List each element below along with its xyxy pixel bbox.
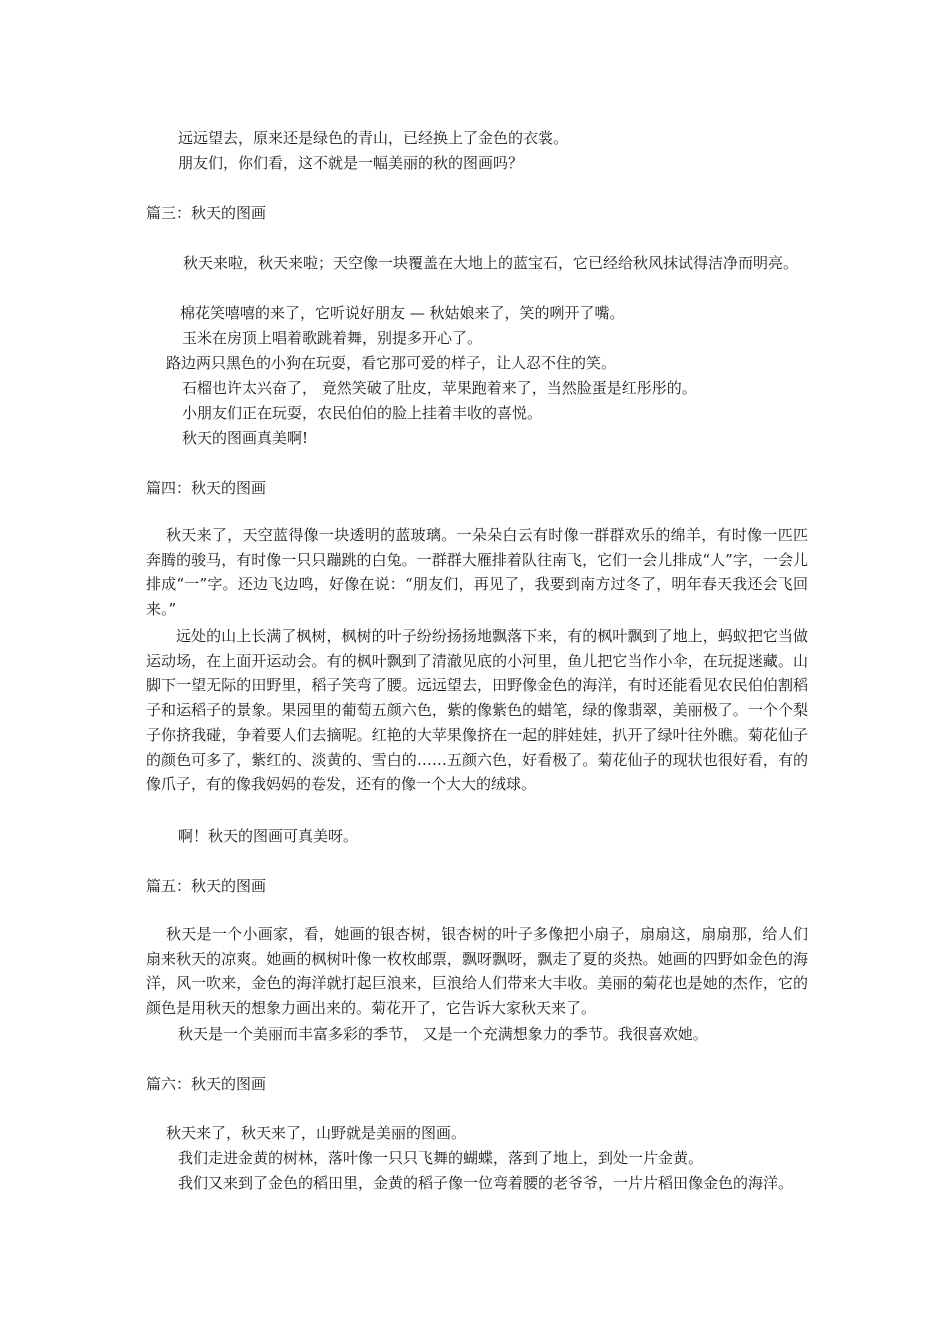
paragraph: 玉米在房顶上唱着歌跳着舞，别提多开心了。: [182, 329, 483, 347]
paragraph: 路边两只黑色的小狗在玩耍，看它那可爱的样子，让人忍不住的笑。: [166, 354, 617, 372]
paragraph: 啊！秋天的图画可真美呀。: [178, 827, 359, 845]
paragraph: 秋天是一个小画家，看，她画的银杏树，银杏树的叶子多像把小扇子，扇扇这，扇扇那，给人们扇来秋天的凉爽。她画的枫树叶像一枚枚邮票，飘呀飘呀，飘走了夏的炎热。她画的四野如金色的海洋，风一吹来，金色的海洋就打起巨浪来，巨浪给人们带来大丰收。美丽的菊花也是她的杰作，它的颜色是用秋天的想象力画出来的。菊花开了，它告诉大家秋天来了。: [146, 925, 808, 1018]
section-heading: 篇四：秋天的图画: [146, 479, 267, 497]
section-heading: 篇六：秋天的图画: [146, 1075, 267, 1093]
paragraph: 秋天来啦，秋天来啦；天空像一块覆盖在大地上的蓝宝石，它已经给秋风抹试得洁净而明亮。: [183, 254, 799, 272]
paragraph: 石榴也许太兴奋了， 竟然笑破了肚皮，苹果跑着来了，当然脸蛋是红彤彤的。: [182, 379, 697, 397]
paragraph: 朋友们，你们看，这不就是一幅美丽的秋的图画吗？: [178, 154, 524, 172]
section-heading: 篇五：秋天的图画: [146, 877, 267, 895]
paragraph: 棉花笑嘻嘻的来了，它听说好朋友 — 秋姑娘来了，笑的咧开了嘴。: [180, 304, 625, 322]
paragraph: 秋天来了，秋天来了，山野就是美丽的图画。: [166, 1124, 467, 1142]
paragraph: 秋天来了，天空蓝得像一块透明的蓝玻璃。一朵朵白云有时像一群群欢乐的绵羊，有时像一匹匹奔腾的骏马，有时像一只只蹦跳的白兔。一群群大雁排着队往南飞，它们一会儿排成“人”字，一会儿排成“一”字。还边飞边鸣，好像在说：“朋友们，再见了，我要到南方过冬了，明年春天我还会飞回来。”: [146, 526, 808, 619]
paragraph: 远处的山上长满了枫树，枫树的叶子纷纷扬扬地飘落下来，有的枫叶飘到了地上，蚂蚁把它当做运动场，在上面开运动会。有的枫叶飘到了清澈见底的小河里，鱼儿把它当作小伞，在玩捉迷藏。山脚下一望无际的田野里，稻子笑弯了腰。远远望去，田野像金色的海洋，有时还能看见农民伯伯割稻子和运稻子的景象。果园里的葡萄五颜六色，紫的像紫色的蜡笔，绿的像翡翠，美丽极了。一个个梨子你挤我碰，争着要人们去摘呢。红艳的大苹果像挤在一起的胖娃娃，扒开了绿叶往外瞧。菊花仙子的颜色可多了，紫红的、淡黄的、雪白的……五颜六色，好看极了。菊花仙子的现状也很好看，有的像爪子，有的像我妈妈的卷发，还有的像一个大大的绒球。: [146, 627, 808, 794]
paragraph: 秋天的图画真美啊!: [182, 429, 309, 447]
paragraph: 我们又来到了金色的稻田里，金黄的稻子像一位弯着腰的老爷爷，一片片稻田像金色的海洋。: [178, 1174, 794, 1192]
paragraph: 远远望去，原来还是绿色的青山，已经换上了金色的衣裳。: [178, 129, 569, 147]
paragraph: 秋天是一个美丽而丰富多彩的季节， 又是一个充满想象力的季节。我很喜欢她。: [178, 1025, 708, 1043]
section-heading: 篇三：秋天的图画: [146, 204, 267, 222]
paragraph: 我们走进金黄的树林，落叶像一只只飞舞的蝴蝶，落到了地上，到处一片金黄。: [178, 1149, 704, 1167]
paragraph: 小朋友们正在玩耍，农民伯伯的脸上挂着丰收的喜悦。: [182, 404, 543, 422]
